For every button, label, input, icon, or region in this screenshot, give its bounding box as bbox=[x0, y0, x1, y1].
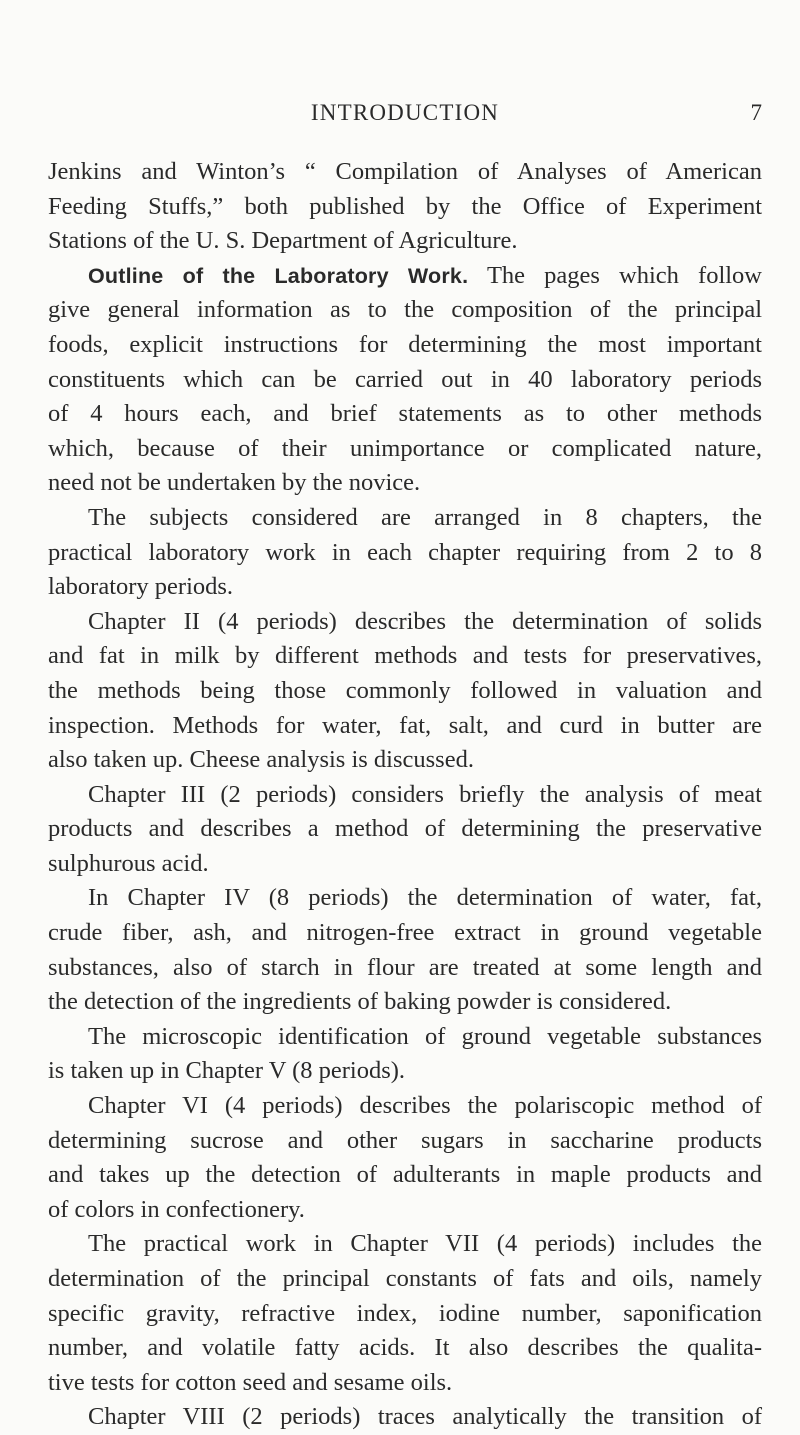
text-line: of colors in confectionery. bbox=[48, 1195, 305, 1223]
text-line: products and describes a method of determining the preservative bbox=[48, 815, 762, 843]
text-line: need not be undertaken by the novice. bbox=[48, 469, 421, 497]
text-line: and takes up the detection of adulterants in maple products and bbox=[48, 1161, 762, 1189]
text-line: sulphurous acid. bbox=[48, 849, 209, 877]
page-number: 7 bbox=[750, 100, 762, 125]
text-line: tive tests for cotton seed and sesame oils. bbox=[48, 1368, 453, 1396]
text-line: constituents which can be carried out in 40 laboratory periods bbox=[48, 365, 762, 393]
text-line: Jenkins and Winton’s “ Compilation of Analyses of American bbox=[48, 158, 762, 185]
text-line: The microscopic identification of ground vegetable substances bbox=[88, 1022, 762, 1050]
text-line: inspection. Methods for water, fat, salt, and curd in butter are bbox=[48, 711, 762, 739]
text-line: In Chapter IV (8 periods) the determination of water, fat, bbox=[88, 884, 762, 912]
text-line: determination of the principal constants of fats and oils, namely bbox=[48, 1265, 762, 1292]
running-head: INTRODUCTION bbox=[310, 100, 500, 125]
text-line: crude fiber, ash, and nitrogen-free extract in ground vegetable bbox=[48, 919, 762, 947]
text-line: The practical work in Chapter VII (4 periods) includes the bbox=[88, 1230, 762, 1258]
text-line: practical laboratory work in each chapter requiring from 2 to 8 bbox=[48, 538, 762, 566]
text-line: specific gravity, refractive index, iodine number, saponification bbox=[48, 1299, 762, 1327]
text-line: The subjects considered are arranged in 8 chapters, the bbox=[88, 503, 762, 531]
text-line: laboratory periods. bbox=[48, 573, 234, 601]
text-line: Feeding Stuffs,” both published by the Office of Experiment bbox=[48, 192, 762, 220]
text-run: The pages which follow bbox=[468, 261, 762, 289]
body-text bbox=[48, 155, 762, 1435]
page-header bbox=[48, 96, 762, 130]
text-line: foods, explicit instructions for determining the most important bbox=[48, 330, 762, 358]
text-line: the detection of the ingredients of baking powder is considered. bbox=[48, 988, 672, 1016]
text-line: the methods being those commonly followed in valuation and bbox=[48, 676, 762, 704]
text-line: of 4 hours each, and brief statements as to other methods bbox=[48, 400, 762, 428]
section-sidehead: Outline of the Laboratory Work. bbox=[88, 263, 469, 288]
text-line: and fat in milk by different methods and tests for preservatives, bbox=[48, 642, 762, 670]
text-line: determining sucrose and other sugars in saccharine products bbox=[48, 1126, 762, 1154]
text-line: Chapter II (4 periods) describes the determination of solids bbox=[88, 607, 762, 635]
text-line: Stations of the U. S. Department of Agriculture. bbox=[48, 227, 518, 255]
text-line: give general information as to the composition of the principal bbox=[48, 296, 762, 324]
text-line: also taken up. Cheese analysis is discussed. bbox=[48, 746, 474, 774]
text-line: Chapter VIII (2 periods) traces analytically the transition of bbox=[88, 1403, 762, 1431]
paragraph-first-line bbox=[48, 259, 762, 294]
text-line: Chapter VI (4 periods) describes the polariscopic method of bbox=[88, 1092, 762, 1120]
text-line: substances, also of starch in flour are treated at some length and bbox=[48, 953, 762, 981]
text-line: Chapter III (2 periods) considers briefly the analysis of meat bbox=[88, 780, 762, 808]
text-line: is taken up in Chapter V (8 periods). bbox=[48, 1057, 406, 1085]
text-line: number, and volatile fatty acids. It also describes the qualita- bbox=[48, 1334, 762, 1362]
text-line: which, because of their unimportance or complicated nature, bbox=[48, 434, 762, 462]
